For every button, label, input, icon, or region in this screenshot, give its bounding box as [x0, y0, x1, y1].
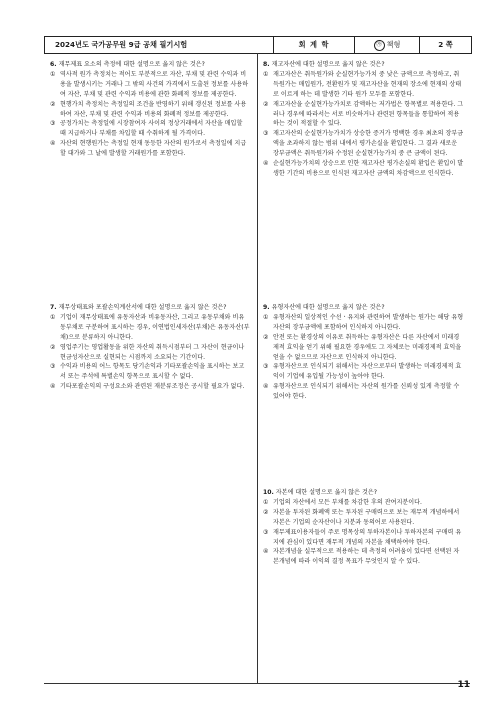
- question-10: [263, 488, 465, 567]
- option-4: ④ 유형자산으로 인식되기 위해서는 자산의 원가를 신뢰성 있게 측정할 수 있어야 한다.: [263, 383, 460, 401]
- header-page: 2 쪽: [438, 40, 453, 49]
- page-number: 11: [457, 680, 470, 690]
- question-number: 8.: [263, 61, 270, 68]
- question-stem: 9. 유형자산에 대한 설명으로 옳지 않은 것은?: [263, 304, 385, 311]
- exam-header: [44, 36, 472, 54]
- option-2: ② 자본을 투자된 화폐액 또는 투자된 구매력으로 보는 재무적 개념하에서 자본은 기업의 순자산이나 지분과 동의어로 사용된다.: [263, 508, 460, 526]
- booklet-label: 책형: [386, 40, 401, 49]
- option-4: ④ 자본개념을 실무적으로 적용하는 데 측정의 어려움이 있다면 선택된 자본개념에 따라 이익의 결정 목표가 무엇인지 알 수 있다.: [263, 548, 460, 566]
- column-divider: [257, 53, 258, 683]
- option-3: ③ 공정가치는 측정일에 시장참여자 사이의 정상거래에서 자산을 매입할 때 지급하거나 부채를 차입할 때 수취하게 될 가격이다.: [50, 120, 243, 138]
- option-1: ① 유형자산의 일상적인 수선ㆍ유지와 관련하여 발생하는 원가는 해당 유형자산의 장부금액에 포함하여 인식하지 아니한다.: [263, 313, 464, 331]
- exam-title: 2024년도 국가공무원 9급 공채 필기시험: [45, 37, 274, 53]
- option-3: ③ 재무제표이용자들이 주로 명목상의 투하자본이나 투하자본의 구매력 유지에 관심이 있다면 재무적 개념의 자본을 채택하여야 한다.: [263, 528, 462, 546]
- question-stem: 6. 재무제표 요소의 측정에 대한 설명으로 옳지 않은 것은?: [50, 61, 205, 68]
- option-2: ② 영업주기는 영업활동을 위한 자산의 취득시점부터 그 자산이 현금이나 현금성자산으로 실현되는 시점까지 소요되는 기간이다.: [50, 343, 245, 361]
- question-stem: 7. 재무상태표와 포괄손익계산서에 대한 설명으로 옳지 않은 것은?: [50, 304, 227, 311]
- option-1: ① 기업이 재무상태표에 유동자산과 비유동자산, 그리고 유동부채와 비유동부채로 구분하여 표시하는 경우, 이연법인세자산(부채)은 유동자산(부채)으로 분류하지 아니한다.: [50, 313, 250, 341]
- question-6: [50, 60, 250, 159]
- booklet-type: [355, 37, 420, 53]
- option-1: ① 역사적 원가 측정치는 적어도 부분적으로 자산, 부채 및 관련 수익과 비용을 발생시키는 거래나 그 밖의 사건의 가격에서 도출된 정보를 사용하여 자산, 부채 및 관련 수익과 비용에 관한 화폐적 정보를 제공한다.: [50, 70, 249, 98]
- option-4: ④ 기타포괄손익의 구성요소와 관련된 재분류조정은 공시할 필요가 없다.: [50, 383, 245, 391]
- question-7: [50, 303, 250, 392]
- option-1: ① 재고자산은 취득원가와 순실현가능가치 중 낮은 금액으로 측정하고, 취득원가는 매입원가, 전환원가 및 재고자산을 현재의 장소에 현재의 상태로 이르게 하는 데 발생한 기타 원가 모두를 포함한다.: [263, 70, 462, 98]
- question-number: 6.: [50, 61, 57, 68]
- question-stem: 8. 재고자산에 대한 설명으로 옳지 않은 것은?: [263, 61, 385, 68]
- option-1: ① 기업의 자산에서 모든 부채를 차감한 후의 잔여지분이다.: [263, 498, 422, 506]
- option-4: ④ 순실현가능가치의 상승으로 인한 재고자산 평가손실의 환입은 환입이 발생한 기간의 비용으로 인식된 재고자산 금액의 차감액으로 인식한다.: [263, 160, 464, 177]
- option-3: ③ 유형자산으로 인식되기 위해서는 자산으로부터 발생하는 미래경제적 효익이 기업에 유입될 가능성이 높아야 한다.: [263, 363, 462, 381]
- option-3: ③ 재고자산의 순실현가능가치가 상승한 증거가 명백한 경우 최초의 장부금액을 초과하지 않는 범위 내에서 평가손실을 환입한다. 그 결과 새로운 장부금액은 취득원가와 수정된 순실현가능가치 중 큰 금액이 된다.: [263, 130, 464, 158]
- exam-subject: 회 계 학: [274, 37, 355, 53]
- question-number: 9.: [263, 304, 270, 311]
- option-2: ② 안전 또는 환경상의 이유로 취득하는 유형자산은 다른 자산에서 미래경제적 효익을 얻기 위해 필요한 경우에도 그 자체로는 미래경제적 효익을 얻을 수 없으므로 자산으로 인식하지 아니한다.: [263, 333, 462, 361]
- option-2: ② 현행가치 측정치는 측정일의 조건을 반영하기 위해 갱신된 정보를 사용하여 자산, 부채 및 관련 수익과 비용의 화폐적 정보를 제공한다.: [50, 100, 247, 118]
- option-4: ④ 자산의 현행원가는 측정일 현재 동등한 자산의 원가로서 측정일에 지급할 대가와 그 날에 발생할 거래원가를 포함한다.: [50, 140, 247, 158]
- booklet-mark: ㉮: [374, 40, 385, 51]
- question-number: 7.: [50, 304, 57, 311]
- question-9: [263, 303, 465, 402]
- question-number: 10.: [263, 489, 274, 496]
- question-stem: 10. 자본에 대한 설명으로 옳지 않은 것은?: [263, 489, 378, 496]
- option-2: ② 재고자산을 순실현가능가치로 감액하는 저가법은 항목별로 적용한다. 그러나 경우에 따라서는 서로 비슷하거나 관련된 항목들을 통합하여 적용하는 것이 적절할 수 있다.: [263, 100, 464, 128]
- footer-rule: [44, 683, 470, 684]
- question-8: [263, 60, 465, 179]
- option-3: ③ 수익과 비용의 어느 항목도 당기손익과 기타포괄손익을 표시하는 보고서 또는 주석에 특별손익 항목으로 표시할 수 없다.: [50, 363, 245, 381]
